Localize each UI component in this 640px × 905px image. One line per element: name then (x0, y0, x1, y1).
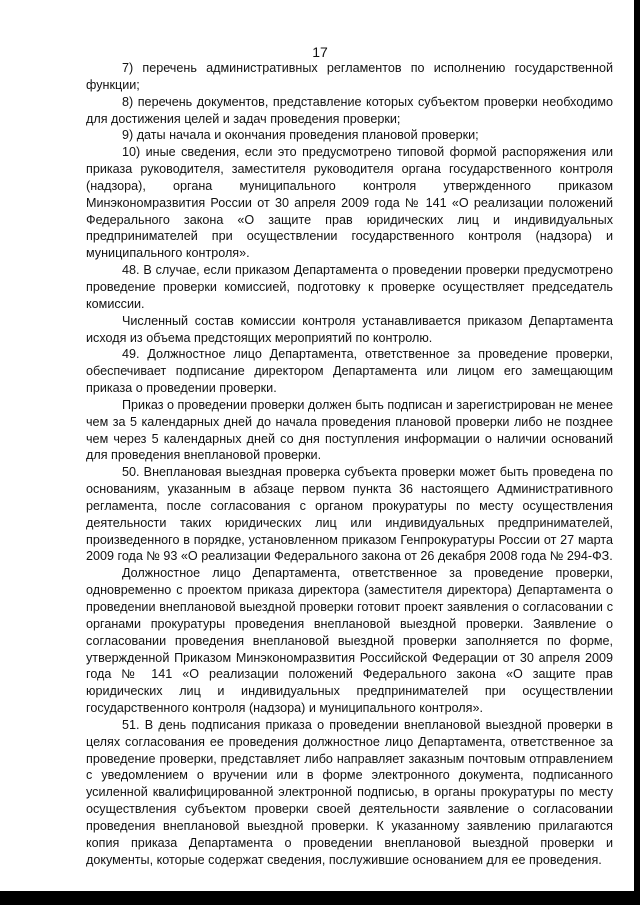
paragraph-49-order-signing: Приказ о проведении проверки должен быть подписан и зарегистрирован не менее чем за 5 календарных дней до начала проведения плановой проверки либо не позднее чем через 5 календарных дней со дня поступления информации о наличии оснований для проведения внеплановой проверки. (86, 397, 613, 463)
document-body (86, 60, 613, 869)
paragraph-50-official: Должностное лицо Департамента, ответственное за проведение проверки, одновременно с проектом приказа директора (заместителя директора) Департамента о проведении внеплановой выездной проверки готовит проект заявления о согласовании с органами прокуратуры проведения внеплановой выездной проверки. Заявление о согласовании проведения внеплановой выездной проверки заполняется по форме, утвержденной Приказом Минэкономразвития Российской Федерации от 30 апреля 2009 года № 141 «О реализации положений Федерального закона «О защите прав юридических лиц и индивидуальных предпринимателей при осуществлении государственного контроля (надзора) и муниципального контроля». (86, 566, 613, 716)
paragraph-item-10: 10) иные сведения, если это предусмотрено типовой формой распоряжения или приказа руководителя, заместителя руководителя органа государственного контроля (надзора), органа муниципального контроля утвержденного приказом Минэкономразвития России от 30 апреля 2009 года № 141 «О реализации положений Федерального закона «О защите прав юридических лиц и индивидуальных предпринимателей при осуществлении государственного контроля (надзора) и муниципального контроля». (86, 145, 613, 261)
scan-bottom-edge (0, 891, 640, 905)
paragraph-48-commission: Численный состав комиссии контроля устанавливается приказом Департамента исходя из объема предстоящих мероприятий по контролю. (86, 313, 613, 345)
paragraph-item-7: 7) перечень административных регламентов по исполнению государственной функции; (86, 61, 613, 92)
page-number: 17 (312, 44, 328, 60)
paragraph-50: 50. Внеплановая выездная проверка субъекта проверки может быть проведена по основаниям, указанным в абзаце первом пункта 36 настоящего Административного регламента, после согласования с органом прокуратуры по месту осуществления деятельности таких юридических лиц или индивидуальных предпринимателей, произведенного в порядке, установленном приказом Генпрокуратуры России от 27 марта 2009 года № 93 «О реализации Федерального закона от 26 декабря 2008 года № 294-ФЗ. (86, 465, 613, 564)
paragraph-48: 48. В случае, если приказом Департамента о проведении проверки предусмотрено проведение проверки комиссией, подготовку к проверке осуществляет председатель комиссии. (86, 263, 613, 311)
paragraph-item-8: 8) перечень документов, представление которых субъектом проверки необходимо для достижения целей и задач проведения проверки; (86, 94, 613, 126)
paragraph-51: 51. В день подписания приказа о проведении внеплановой выездной проверки в целях согласования ее проведения должностное лицо Департамента, ответственное за проведение проверки, представляет либо направляет заказным почтовым отправлением с уведомлением о вручении или в форме электронного документа, подписанного усиленной квалифицированной электронной подписью, в органы прокуратуры по месту осуществления субъектом проверки своей деятельности заявление о согласовании проведения внеплановой выездной проверки. К указанному заявлению прилагаются копия приказа Департамента о проведении внеплановой выездной проверки и документы, которые содержат сведения, послужившие основанием для ее проведения. (86, 717, 613, 867)
scan-right-edge (634, 0, 640, 905)
paragraph-49: 49. Должностное лицо Департамента, ответственное за проведение проверки, обеспечивает подписание директором Департамента или лицом его замещающим приказа о проведении проверки. (86, 347, 613, 396)
paragraph-item-9: 9) даты начала и окончания проведения плановой проверки; (122, 128, 479, 143)
